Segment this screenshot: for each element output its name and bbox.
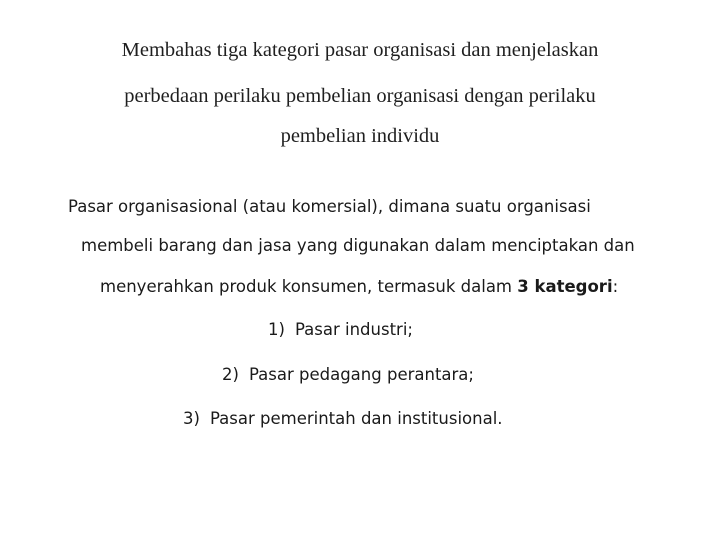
title-line-1: Membahas tiga kategori pasar organisasi dan menjelaskan [121,39,599,61]
list-item-3 [183,411,503,428]
body-line-1: Pasar organisasional (atau komersial), dimana suatu organisasi [68,197,591,216]
title-line-3: pembelian individu [280,125,440,147]
body-line-3-bold: 3 kategori [517,277,613,296]
list-item-2-number: 2) [222,365,239,384]
body-line-2: membeli barang dan jasa yang digunakan dalam menciptakan dan [81,236,635,255]
body-line-3-suffix: : [612,277,619,296]
list-item-3-text: Pasar pemerintah dan institusional. [209,409,503,428]
list-item-1 [268,322,413,339]
body-line-3 [100,279,720,296]
list-item-1-number: 1) [268,320,285,339]
list-item-3-number: 3) [183,409,200,428]
title-line-2: perbedaan perilaku pembelian organisasi dengan perilaku [124,85,596,107]
list-item-1-text: Pasar industri; [294,320,413,339]
list-item-2-text: Pasar pedagang perantara; [248,365,474,384]
list-item-2 [222,367,474,384]
body-line-3-prefix: menyerahkan produk konsumen, termasuk dalam [100,277,518,296]
